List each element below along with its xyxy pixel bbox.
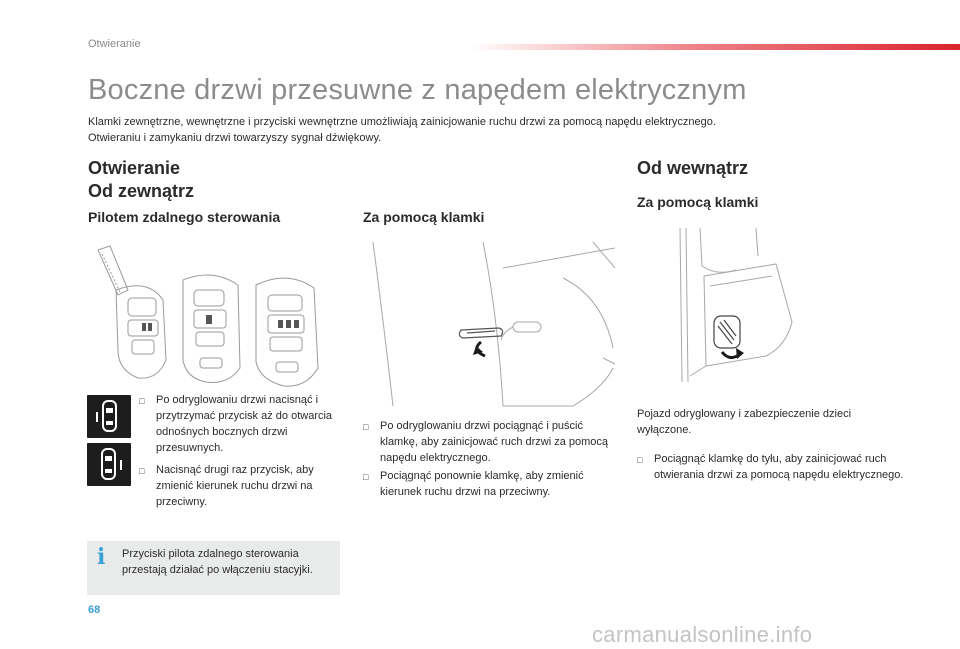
list-item-text: Po odryglowaniu drzwi pociągnąć i puścić klamkę, aby zainicjować ruch drzwi za pomocą napędu elektrycznego. (380, 420, 609, 464)
heading-otwieranie: Otwieranie (88, 158, 181, 178)
heading-handle-outside: Za pomocą klamki (363, 209, 485, 225)
square-bullet-icon: □ (363, 422, 369, 432)
square-bullet-icon: □ (139, 396, 145, 406)
handle-inside-instructions (637, 451, 907, 489)
square-bullet-icon: □ (637, 455, 643, 465)
page-title: Boczne drzwi przesuwne z napędem elektrycznym (88, 74, 747, 106)
heading-od-wewnatrz: Od wewnątrz (637, 158, 749, 178)
intro-line: Otwieraniu i zamykaniu drzwi towarzyszy sygnał dźwiękowy. (88, 132, 382, 144)
car-right-door-icon (87, 443, 131, 486)
exterior-handle-illustration (363, 238, 617, 408)
info-icon: i (97, 544, 106, 570)
square-bullet-icon: □ (363, 472, 369, 482)
list-item (637, 451, 907, 483)
interior-handle-note: Pojazd odryglowany i zabezpieczenie dzieci wyłączone. (637, 408, 852, 436)
list-item (363, 468, 613, 500)
page-number: 68 (88, 604, 101, 616)
list-item-text: Nacisnąć drugi raz przycisk, aby zmienić kierunek ruchu drzwi na przeciwny. (156, 464, 314, 508)
list-item (363, 418, 613, 466)
handle-outside-instructions (363, 418, 613, 502)
header-accent-bar (470, 44, 960, 50)
list-item-text: Pociągnąć klamkę do tyłu, aby zainicjować ruch otwierania drzwi za pomocą napędu elektrycznego. (654, 453, 904, 481)
intro-text (88, 114, 848, 146)
intro-line: Klamki zewnętrzne, wewnętrzne i przyciski wewnętrzne umożliwiają zainicjowanie ruchu drzwi za pomocą napędu elektrycznego. (88, 116, 716, 128)
section-label: Otwieranie (88, 38, 141, 50)
remote-instructions (139, 392, 339, 516)
list-item (139, 392, 339, 456)
car-left-door-icon (87, 395, 131, 438)
remote-keys-illustration (88, 240, 340, 390)
interior-handle-illustration (676, 226, 796, 384)
heading-remote: Pilotem zdalnego sterowania (88, 209, 281, 225)
heading-handle-inside: Za pomocą klamki (637, 194, 759, 210)
info-text: Przyciski pilota zdalnego sterowania przestają działać po włączeniu stacyjki. (122, 548, 313, 576)
heading-od-zewnatrz: Od zewnątrz (88, 181, 195, 201)
square-bullet-icon: □ (139, 466, 145, 476)
list-item-text: Pociągnąć ponownie klamkę, aby zmienić kierunek ruchu drzwi na przeciwny. (380, 470, 584, 498)
list-item-text: Po odryglowaniu drzwi nacisnąć i przytrzymać przycisk aż do otwarcia odnośnych bocznych drzwi przesuwnych. (156, 394, 333, 454)
list-item (139, 462, 339, 510)
watermark: carmanualsonline.info (592, 622, 813, 647)
